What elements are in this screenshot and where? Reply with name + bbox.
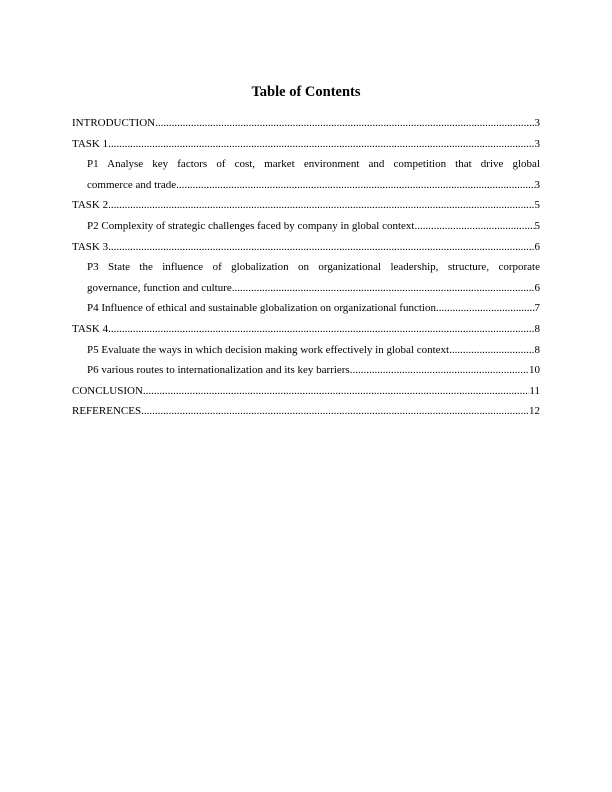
toc-entry-label: P5 Evaluate the ways in which decision making work effectively in global context — [87, 343, 450, 356]
toc-page-number: 3 — [534, 178, 540, 191]
dot-leader — [108, 134, 534, 155]
toc-page-number: 12 — [529, 405, 540, 418]
toc-page-number: 11 — [529, 384, 540, 397]
toc-entry-conclusion[interactable] — [72, 381, 540, 402]
toc-entry-p6[interactable] — [72, 360, 540, 381]
toc-entry-p3[interactable] — [72, 257, 540, 298]
toc-entry-p1[interactable] — [72, 154, 540, 195]
toc-entry-task-4[interactable] — [72, 319, 540, 340]
toc-page-number: 10 — [529, 364, 540, 377]
toc-entry-label: P2 Complexity of strategic challenges faced by company in global context — [87, 219, 415, 232]
toc-entry-label-line-1: P1 Analyse key factors of cost, market environment and competition that drive global — [87, 158, 540, 171]
toc-page-number: 3 — [534, 117, 540, 129]
toc-entry-label-line-1: P3 State the influence of globalization on organizational leadership, structure, corporate — [87, 261, 540, 274]
dot-leader — [108, 319, 534, 340]
toc-page-number: 3 — [534, 137, 540, 150]
dot-leader — [436, 298, 535, 319]
dot-leader — [350, 360, 529, 381]
toc-entry-label: TASK 2 — [72, 199, 109, 212]
dot-leader — [414, 216, 534, 237]
toc-page-number: 8 — [534, 322, 540, 335]
toc-entry-label: INTRODUCTION — [72, 117, 156, 129]
dot-leader — [176, 175, 534, 196]
dot-leader — [232, 278, 535, 299]
toc-entry-label: P6 various routes to internationalization and its key barriers — [87, 364, 350, 377]
toc-entry-p2[interactable] — [72, 216, 540, 237]
dot-leader — [108, 237, 534, 258]
toc-entry-label: TASK 4 — [72, 322, 109, 335]
table-of-contents — [72, 113, 540, 422]
toc-page-number: 8 — [534, 343, 540, 356]
toc-entry-task-1[interactable] — [72, 134, 540, 155]
toc-page-number: 5 — [534, 199, 540, 212]
toc-entry-label: TASK 1 — [72, 137, 109, 150]
toc-entry-task-2[interactable] — [72, 195, 540, 216]
dot-leader — [155, 113, 534, 134]
toc-page-number: 7 — [534, 302, 540, 315]
toc-page-number: 5 — [534, 219, 540, 232]
toc-entry-label: P4 Influence of ethical and sustainable globalization on organizational function — [87, 302, 436, 315]
toc-entry-references[interactable] — [72, 401, 540, 422]
dot-leader — [449, 340, 534, 361]
toc-entry-label: REFERENCES — [72, 405, 142, 418]
toc-entry-task-3[interactable] — [72, 237, 540, 258]
dot-leader — [141, 401, 529, 422]
toc-title: Table of Contents — [251, 84, 361, 100]
toc-entry-p5[interactable] — [72, 340, 540, 361]
toc-entry-label: CONCLUSION — [72, 384, 143, 397]
toc-entry-p4[interactable] — [72, 298, 540, 319]
toc-entry-label-line-2: governance, function and culture — [87, 281, 232, 294]
dot-leader — [143, 381, 530, 402]
toc-entry-introduction[interactable] — [72, 113, 540, 134]
toc-page-number: 6 — [534, 281, 540, 294]
toc-entry-label: TASK 3 — [72, 240, 109, 253]
toc-page-number: 6 — [534, 240, 540, 253]
toc-entry-label-line-2: commerce and trade — [87, 178, 177, 191]
dot-leader — [108, 195, 534, 216]
